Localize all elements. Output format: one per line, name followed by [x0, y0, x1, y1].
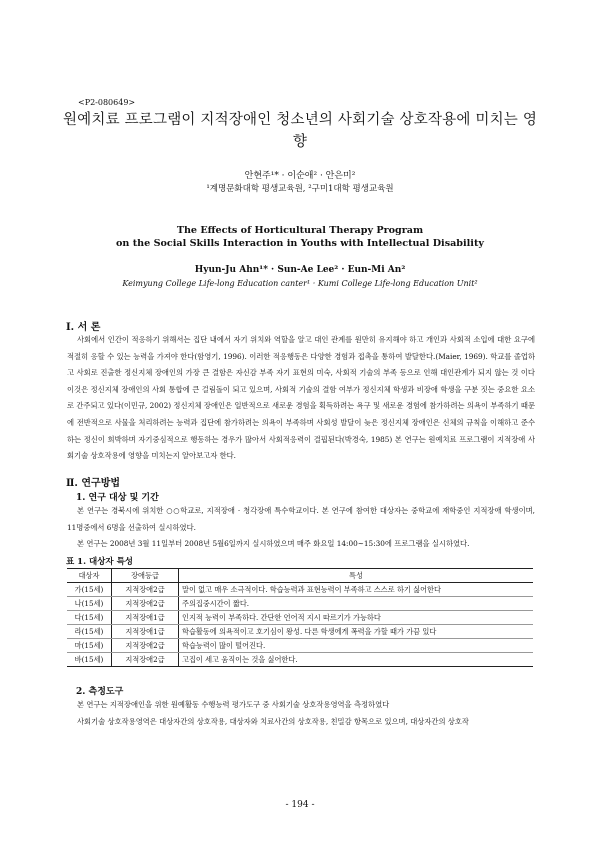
table-row [67, 597, 533, 611]
table-cell: 나(15세) [67, 597, 112, 611]
table-cell: 가(15세) [67, 583, 112, 597]
table-cell: 지적장애2급 [112, 597, 179, 611]
table-cell: 마(15세) [67, 639, 112, 653]
table-header-row [67, 569, 533, 583]
table-row [67, 583, 533, 597]
table-cell: 지적장애1급 [112, 611, 179, 625]
subjects-paragraph-2: 본 연구는 2008년 3월 11일부터 2008년 5월6일까지 실시하였으며 매주 화요일 14:00~15:30에 프로그램을 실시하였다. [77, 539, 470, 549]
table-cell: 주의집중시간이 짧다. [179, 597, 534, 611]
table-header-subject: 대상자 [67, 569, 112, 583]
table-cell: 지적장애2급 [112, 639, 179, 653]
subsection-heading-subjects: 1. 연구 대상 및 기간 [76, 493, 159, 503]
subsection-heading-instruments: 2. 측정도구 [76, 687, 124, 697]
english-title-line1: The Effects of Horticultural Therapy Program [176, 225, 424, 236]
introduction-body [67, 332, 535, 465]
table-cell: 라(15세) [67, 625, 112, 639]
table-cell: 다(15세) [67, 611, 112, 625]
table-cell: 지적장애2급 [112, 583, 179, 597]
section-heading-introduction: Ⅰ. 서 론 [66, 322, 101, 333]
korean-title: 원예치료 프로그램이 지적장애인 청소년의 사회기술 상호작용에 미치는 영향 [62, 112, 538, 150]
instruments-paragraph-1: 본 연구는 지적장애인을 위한 원예활동 수행능력 평가도구 중 사회기술 상호작용영역을 측정하였다 [77, 700, 390, 709]
english-affiliations: Keimyung College Life-long Education canter¹ · Kumi College Life-long Education Unit² [122, 279, 478, 288]
paper-code: <P2-080649> [78, 98, 136, 107]
table-row [67, 611, 533, 625]
subjects-paragraph-1: 본 연구는 경북시에 위치한 ○○학교로, 지적장애 · 청각장애 특수학교이다. 본 연구에 참여한 대상자는 중학교에 재학중인 지적장애 학생이며, 11명중에서 6명을 선출하여 실시하였다. [67, 506, 535, 532]
instruments-paragraph-2: 사회기술 상호작용영역은 대상자간의 상호작용, 대상자와 치료사간의 상호작용, 친밀감 항목으로 있으며, 대상자간의 상호작 [77, 716, 469, 726]
table-cell: 지적장애1급 [112, 625, 179, 639]
table-cell: 지적장애2급 [112, 653, 179, 667]
subject-characteristics-table [67, 568, 533, 667]
korean-authors: 안현주¹* · 이순애² · 안은미² [244, 171, 356, 181]
english-authors: Hyun-Ju Ahn¹* · Sun-Ae Lee² · Eun-Mi An² [194, 265, 406, 275]
table-cell: 고집이 세고 움직이는 것을 싫어한다. [179, 653, 534, 667]
introduction-paragraph: 사회에서 인간이 적응하기 위해서는 집단 내에서 자기 위치와 역할을 알고 대인 관계를 원만히 유지해야 하고 개인과 사회적 소입에 대한 요구에 적절히 응할 수 있는 능력을 가져야 한다(함영기, 1996). 이러한 적응행동은 다양한 경험과 접촉을 통하여 발달한다.(Maier, 1969). 학교를 졸업하고 사회로 진출한 정신지체 장애인의 가장 큰 결함은 자신감 부족 자기 표현의 미숙, 사회적 기술의 부족 등으로 인해 대인관계가 되지 않는 것 이다 이것은 정신지체 장애인의 사회 통합에 큰 걸림돌이 되고 있으며, 사회적 기술의 결함 여부가 정신지체 학생과 비장애 학생을 구분 짓는 중요한 요소로 간주되고 있다(이민규, 2002) 정신지체 장애인은 일반적으로 새로운 경험을 획득하려는 욕구 및 새로운 경험에 참가하려는 의욕이 부족하기 때문에 전반적으로 사물을 처리하려는 능력과 집단에 참가하려는 의욕이 부족하며 사회성 발달이 늦은 정신지체 장애인은 신체의 규칙을 이해하고 준수하는 정신이 희박하며 자기중심적으로 행동하는 경우가 많아서 사회적응력이 결핍된다(박경숙, 1985) 본 연구는 원예치료 프로그램이 지적장애 사회기술 상호작용에 영향을 미치는지 알아보고자 한다. [67, 335, 535, 461]
table-header-grade: 장애등급 [112, 569, 179, 583]
english-title [0, 224, 600, 250]
table-row [67, 639, 533, 653]
table-row [67, 625, 533, 639]
table-row [67, 653, 533, 667]
table-caption: 표 1. 대상자 특성 [66, 557, 134, 567]
page-number: - 194 - [285, 800, 315, 810]
table-cell: 바(15세) [67, 653, 112, 667]
table-header-traits: 특성 [179, 569, 534, 583]
table-cell: 말이 없고 매우 소극적이다. 학습능력과 표현능력이 부족하고 스스로 하기 싫어한다 [179, 583, 534, 597]
section-heading-methods: Ⅱ. 연구방법 [66, 478, 121, 489]
table-cell: 학습활동에 의욕적이고 호기심이 왕성. 다른 학생에게 폭력을 가할 때가 가끔 있다 [179, 625, 534, 639]
table-cell: 학습능력이 많이 떨어진다. [179, 639, 534, 653]
korean-affiliations: ¹계명문화대학 평생교육원, ²구미1대학 평생교육원 [206, 184, 394, 194]
subjects-body [67, 503, 535, 553]
instruments-body [67, 697, 535, 730]
table-cell: 인지적 능력이 부족하다. 간단한 언어적 지시 따르기가 가능하다 [179, 611, 534, 625]
english-title-line2: on the Social Skills Interaction in Youths with Intellectual Disability [116, 238, 484, 249]
